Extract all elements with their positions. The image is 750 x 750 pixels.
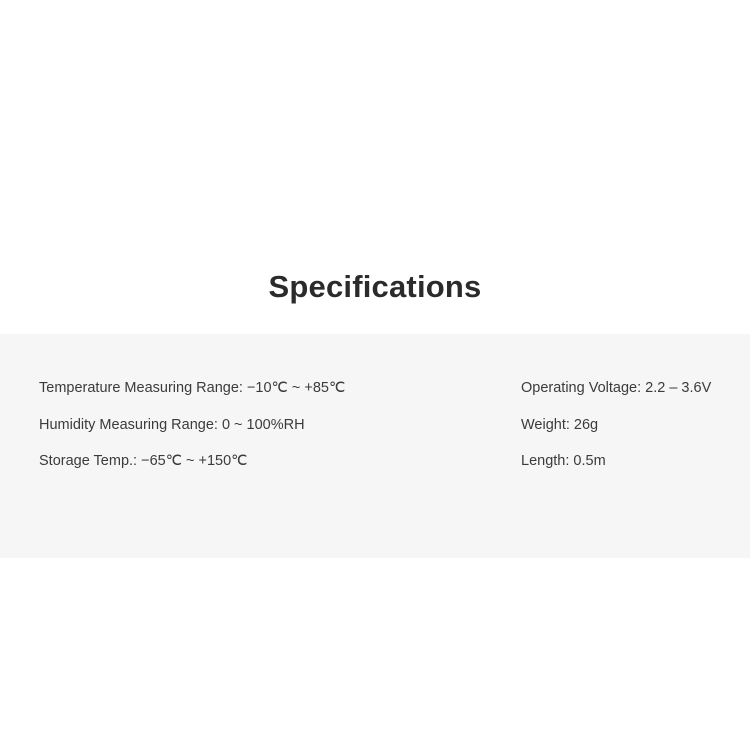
- spec-item: Humidity Measuring Range: 0 ~ 100%RH: [39, 416, 305, 433]
- specifications-columns: [0, 334, 750, 491]
- spec-item: Weight: 26g: [521, 416, 599, 433]
- specifications-band: [0, 334, 750, 558]
- page-title: Specifications: [268, 268, 482, 304]
- top-spacer: [0, 0, 750, 232]
- spec-item: Length: 0.5m: [521, 453, 606, 469]
- specifications-column-right: [460, 381, 750, 491]
- spec-item: Temperature Measuring Range: −10℃ ~ +85℃: [39, 380, 346, 396]
- spec-item: Storage Temp.: −65℃ ~ +150℃: [39, 453, 248, 469]
- specifications-column-left: [0, 381, 460, 491]
- spec-item: Operating Voltage: 2.2 – 3.6V: [521, 380, 712, 396]
